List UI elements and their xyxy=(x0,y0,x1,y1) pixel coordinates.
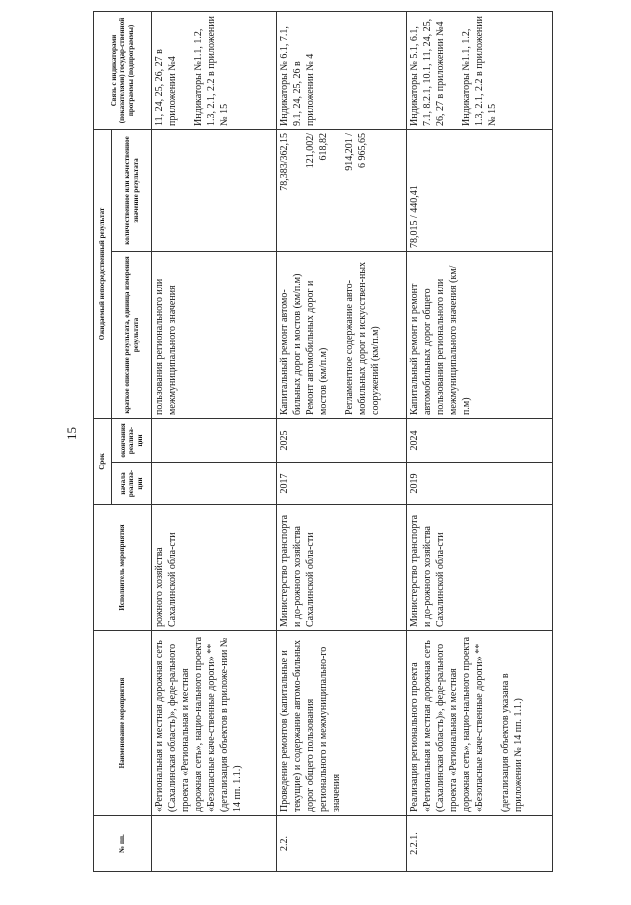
row-desc: Капитальный ремонт и ремонт автомобильных дорог общего пользования регионального или межмуниципального значения (км/п.м) xyxy=(407,251,553,418)
row-link: 11, 24, 25, 26, 27 в приложении №4 Индикаторы №1.1, 1.2, 1.3, 2.1, 2.2 в приложении № 15 xyxy=(152,11,277,129)
header-executor: Исполнитель мероприятия xyxy=(94,505,152,631)
header-expected-value: количественное или качественное значение результата xyxy=(112,129,152,251)
row-num: 2.2.1. xyxy=(407,816,553,872)
row-name: Проведение ремонтов (капитальные и текущие) и содержание автомо-бильных дорог общего пользования регионального и межмуниципально-го значения xyxy=(277,631,407,816)
row-executor: рожного хозяйства Сахалинской обла-сти xyxy=(152,505,277,631)
header-link: Связь с индикаторами (показателями) государ-ственной программы (подпрограммы) xyxy=(94,11,152,129)
header-expected-desc: краткое описание результата, единица измерения результата xyxy=(112,251,152,418)
header-name: Наименование мероприятия xyxy=(94,631,152,816)
row-num: 2.2. xyxy=(277,816,407,872)
row-executor: Министерство транспорта и до-рожного хозяйства Сахалинской обла-сти xyxy=(407,505,553,631)
table-row xyxy=(407,11,553,871)
table-row xyxy=(277,11,407,871)
row-start: 2019 xyxy=(407,463,553,505)
row-value xyxy=(152,129,277,251)
row-start: 2017 xyxy=(277,463,407,505)
row-end: 2025 xyxy=(277,418,407,462)
row-executor: Министерство транспорта и до-рожного хозяйства Сахалинской обла-сти xyxy=(277,505,407,631)
page-number: 15 xyxy=(64,427,79,440)
row-start xyxy=(152,463,277,505)
header-term: Срок xyxy=(94,418,112,504)
row-desc: Капитальный ремонт автомо-бильных дорог и мостов (км/п.м) Ремонт автомобильных дорог и мостов (км/п.м) Регламентное содержание авто-мобильных дорог и искусствен-ных сооружений (км/п.м) xyxy=(277,251,407,418)
row-end xyxy=(152,418,277,462)
header-term-end: окончания реализа-ции xyxy=(112,418,152,462)
header-num: № пп. xyxy=(94,816,152,872)
row-end: 2024 xyxy=(407,418,553,462)
row-desc: пользования регионального или межмуниципального значения xyxy=(152,251,277,418)
row-value: 78,383/362,15 121,002/ 618,82 914,201 / 6 965,65 xyxy=(277,129,407,251)
row-link: Индикаторы № 6.1, 7.1, 9.1, 24, 25, 26 в приложении № 4 xyxy=(277,11,407,129)
measures-table xyxy=(93,11,553,872)
header-expected: Ожидаемый непосредственный результат xyxy=(94,129,112,418)
row-name: Реализация регионального проекта «Региональная и местная дорожная сеть (Сахалинская область)», феде-рального проекта «Региональная и местная дорожная сеть», нацио-нального проекта «Безопасные каче-ственные дороги» ** (детализация объектов указана в приложении № 14 пп. 1.1.) xyxy=(407,631,553,816)
row-num xyxy=(152,816,277,872)
table-row xyxy=(152,11,277,871)
row-name: «Региональная и местная дорожная сеть (Сахалинская область)», феде-рального проекта «Региональная и местная дорожная сеть», нацио-нального проекта «Безопасные каче-ственные дороги» ** (детализация объектов в приложе-нии № 14 пп. 1.1.) xyxy=(152,631,277,816)
row-link: Индикаторы № 5.1, 6.1, 7.1, 8.2.1, 10.1, 11, 24, 25, 26, 27 в приложении №4 Индикаторы №1.1, 1.2, 1.3, 2.1, 2.2 в приложении № 15 xyxy=(407,11,553,129)
rotated-table-wrapper xyxy=(93,12,553,872)
header-term-start: начала реализа-ции xyxy=(112,463,152,505)
row-value: 78,015 / 440,41 xyxy=(407,129,553,251)
